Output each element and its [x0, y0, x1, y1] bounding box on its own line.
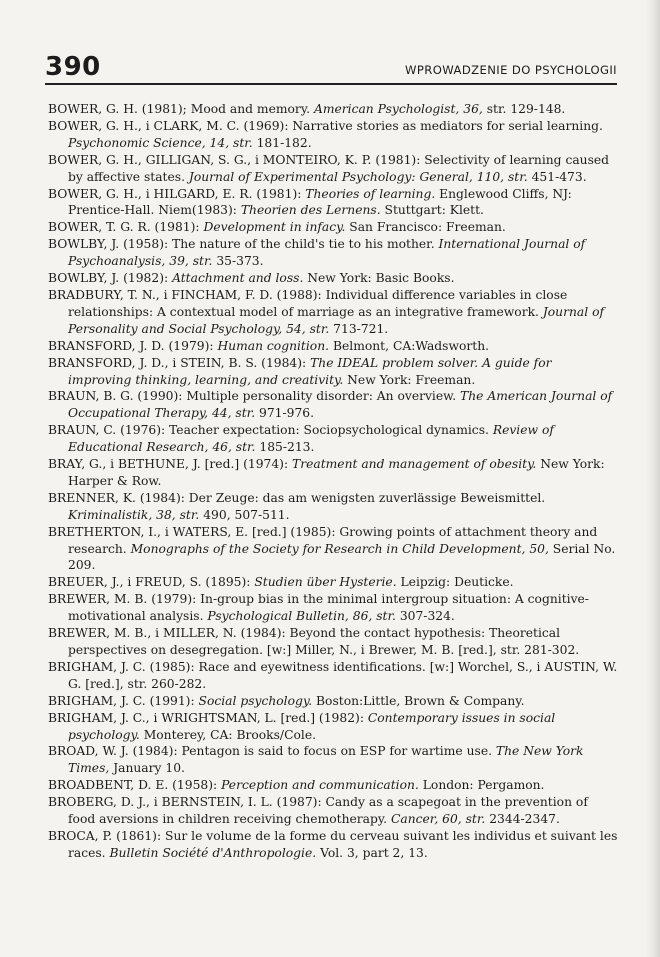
- reference-entry: BREUER, J., i FREUD, S. (1895): Studien über Hysterie. Leipzig: Deuticke.: [48, 575, 514, 590]
- reference-entry: BOWLBY, J. (1982): Attachment and loss. New York: Basic Books.: [48, 271, 455, 286]
- reference-entry: BRENNER, K. (1984): Der Zeuge: das am wenigsten zuverlässige Beweismittel. Kriminalistik, 38, str. 490, 507-511.: [48, 490, 546, 522]
- reference-entry: BOWLBY, J. (1958): The nature of the child's tie to his mother. International Journal of Psychoanalysis, 39, str. 35-373.: [48, 237, 586, 269]
- reference-entry: BRAUN, B. G. (1990): Multiple personality disorder: An overview. The American Journal of Occupational Therapy, 44, str. 971-976.: [48, 389, 613, 421]
- header-rule: [45, 83, 617, 85]
- reference-entry: BOWER, G. H., i HILGARD, E. R. (1981): Theories of learning. Englewood Cliffs, NJ: Prentice-Hall. Niem(1983): Theorien des Lernens. Stuttgart: Klett.: [48, 186, 572, 218]
- reference-entry: BRANSFORD, J. D., i STEIN, B. S. (1984): The IDEAL problem solver. A guide for improving thinking, learning, and creativity. New York: Freeman.: [48, 355, 552, 387]
- reference-entry: BOWER, G. H., i CLARK, M. C. (1969): Narrative stories as mediators for serial learning. Psychonomic Science, 14, str. 181-182.: [48, 118, 603, 150]
- reference-entry: BROAD, W. J. (1984): Pentagon is said to focus on ESP for wartime use. The New York Times, January 10.: [48, 744, 584, 776]
- reference-entry: BRAUN, C. (1976): Teacher expectation: Sociopsychological dynamics. Review of Educational Research, 46, str. 185-213.: [48, 423, 554, 455]
- running-title: WPROWADZENIE DO PSYCHOLOGII: [405, 63, 617, 77]
- reference-entry: BROBERG, D. J., i BERNSTEIN, I. L. (1987): Candy as a scapegoat in the prevention of food aversions in children receiving chemotherapy. Cancer, 60, str. 2344-2347.: [48, 795, 588, 827]
- page-edge-shadow: [646, 0, 660, 957]
- reference-entry: BRIGHAM, J. C. (1985): Race and eyewitness identifications. [w:] Worchel, S., i AUSTIN, W. G. [red.], str. 260-282.: [48, 659, 618, 691]
- page-number: 390: [45, 52, 101, 82]
- reference-entry: BRAY, G., i BETHUNE, J. [red.] (1974): Treatment and management of obesity. New York: Harper & Row.: [48, 457, 605, 488]
- reference-entry: BRADBURY, T. N., i FINCHAM, F. D. (1988): Individual difference variables in close relationships: A contextual model of marriage as an integrative framework. Journal of Personality and Social Psychology, 54, str. 713-721.: [48, 287, 605, 336]
- reference-entry: BROCA, P. (1861): Sur le volume de la forme du cerveau suivant les individus et suivant les races. Bulletin Société d'Anthropologie. Vol. 3, part 2, 13.: [48, 828, 618, 860]
- reference-entry: BOWER, G. H. (1981); Mood and memory. American Psychologist, 36, str. 129-148.: [48, 102, 566, 116]
- reference-entry: BRIGHAM, J. C. (1991): Social psychology. Boston:Little, Brown & Company.: [48, 693, 525, 708]
- reference-entry: BRIGHAM, J. C., i WRIGHTSMAN, L. [red.] (1982): Contemporary issues in social psychology. Monterey, CA: Brooks/Cole.: [48, 710, 556, 742]
- reference-entry: BRETHERTON, I., i WATERS, E. [red.] (1985): Growing points of attachment theory and research. Monographs of the Society for Research in Child Development, 50, Serial No. 209.: [48, 524, 616, 573]
- reference-list: [48, 101, 618, 862]
- reference-entry: BREWER, M. B. (1979): In-group bias in the minimal intergroup situation: A cognitive-motivational analysis. Psychological Bulletin, 86, str. 307-324.: [48, 592, 589, 624]
- reference-entry: BROADBENT, D. E. (1958): Perception and communication. London: Pergamon.: [48, 778, 545, 793]
- reference-entry: BREWER, M. B., i MILLER, N. (1984): Beyond the contact hypothesis: Theoretical perspectives on desegregation. [w:] Miller, N., i Brewer, M. B. [red.], str. 281-302.: [48, 626, 580, 657]
- reference-entry: BOWER, G. H., GILLIGAN, S. G., i MONTEIRO, K. P. (1981): Selectivity of learning caused by affective states. Journal of Experimental Psychology: General, 110, str. 451-473.: [48, 152, 610, 184]
- reference-entry: BRANSFORD, J. D. (1979): Human cognition. Belmont, CA:Wadsworth.: [48, 338, 490, 353]
- reference-entry: BOWER, T. G. R. (1981): Development in infacy. San Francisco: Freeman.: [48, 220, 506, 235]
